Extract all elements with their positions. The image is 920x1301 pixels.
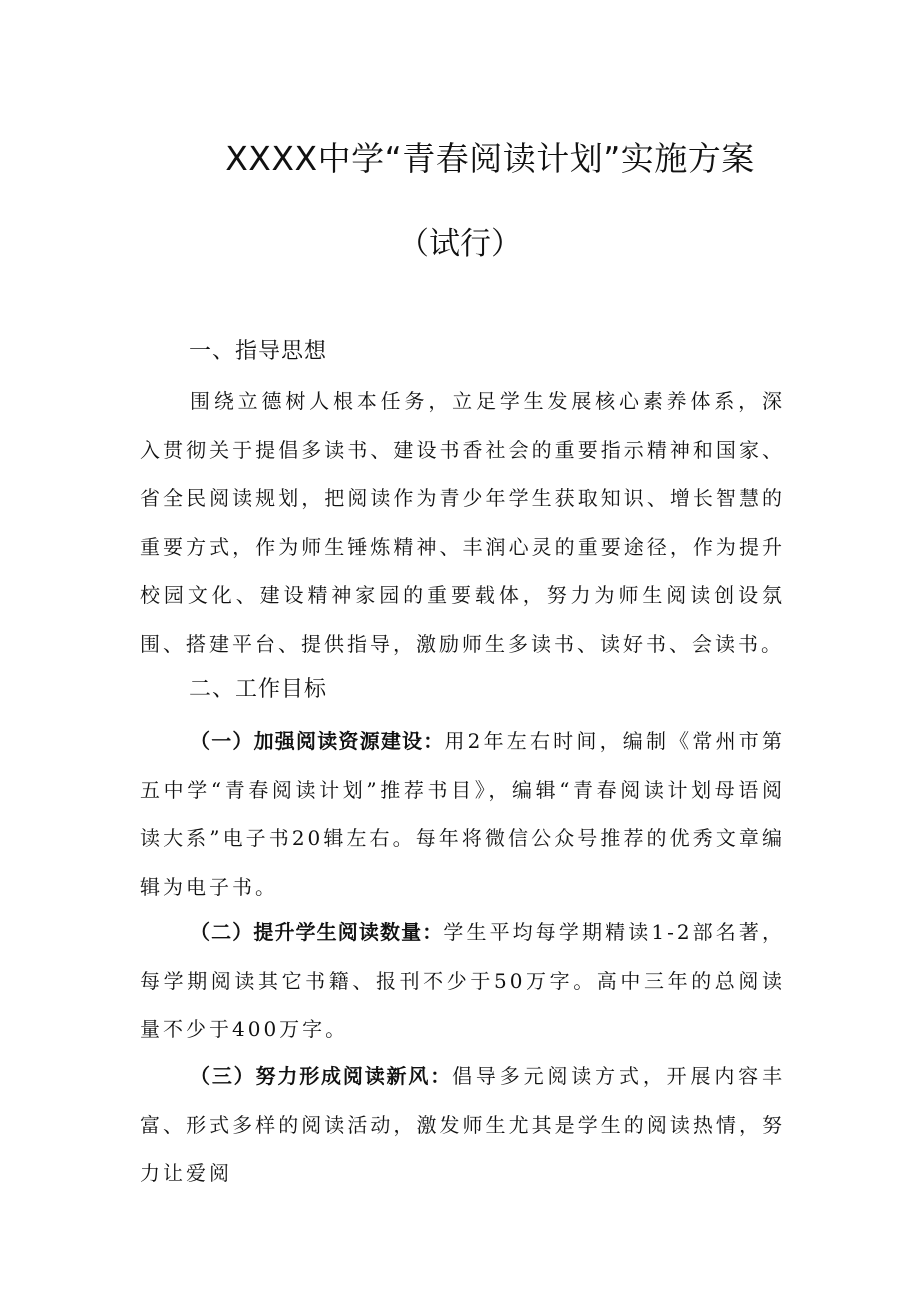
goal-item-reading-resources [140,717,785,911]
document-title: XXXX中学“青春阅读计划”实施方案 [225,139,755,178]
goal-item-reading-culture [140,1052,785,1198]
goal-item-text: 用2年左右时间，编制《常州市第五中学“青春阅读计划”推荐书目》，编辑“青春阅读计划母语阅读大系”电子书20辑左右。每年将微信公众号推荐的优秀文章编辑为电子书。 [140,729,785,899]
section-heading-guiding-ideology: 一、指导思想 [189,339,328,364]
document-subtitle: （试行） [398,226,522,262]
guiding-ideology-paragraph: 围绕立德树人根本任务，立足学生发展核心素养体系，深入贯彻关于提倡多读书、建设书香社会的重要指示精神和国家、省全民阅读规划，把阅读作为青少年学生获取知识、增长智慧的重要方式，作为师生锤炼精神、丰润心灵的重要途径，作为提升校园文化、建设精神家园的重要载体，努力为师生阅读创设氛围、搭建平台、提供指导，激励师生多读书、读好书、会读书。 [140,389,785,656]
goal-item-lead: （三）努力形成阅读新风： [190,1064,453,1088]
goal-item-reading-quantity [140,908,785,1054]
goal-item-text: 倡导多元阅读方式，开展内容丰富、形式多样的阅读活动，激发师生尤其是学生的阅读热情，努力让爱阅 [140,1064,786,1185]
goal-item-lead: （一）加强阅读资源建设： [190,729,445,753]
section-heading-work-goals: 二、工作目标 [189,677,328,702]
goal-item-lead: （二）提升学生阅读数量： [190,920,444,944]
goal-item-text: 学生平均每学期精读1-2部名著，每学期阅读其它书籍、报刊不少于50万字。高中三年的总阅读量不少于400万字。 [140,920,785,1041]
